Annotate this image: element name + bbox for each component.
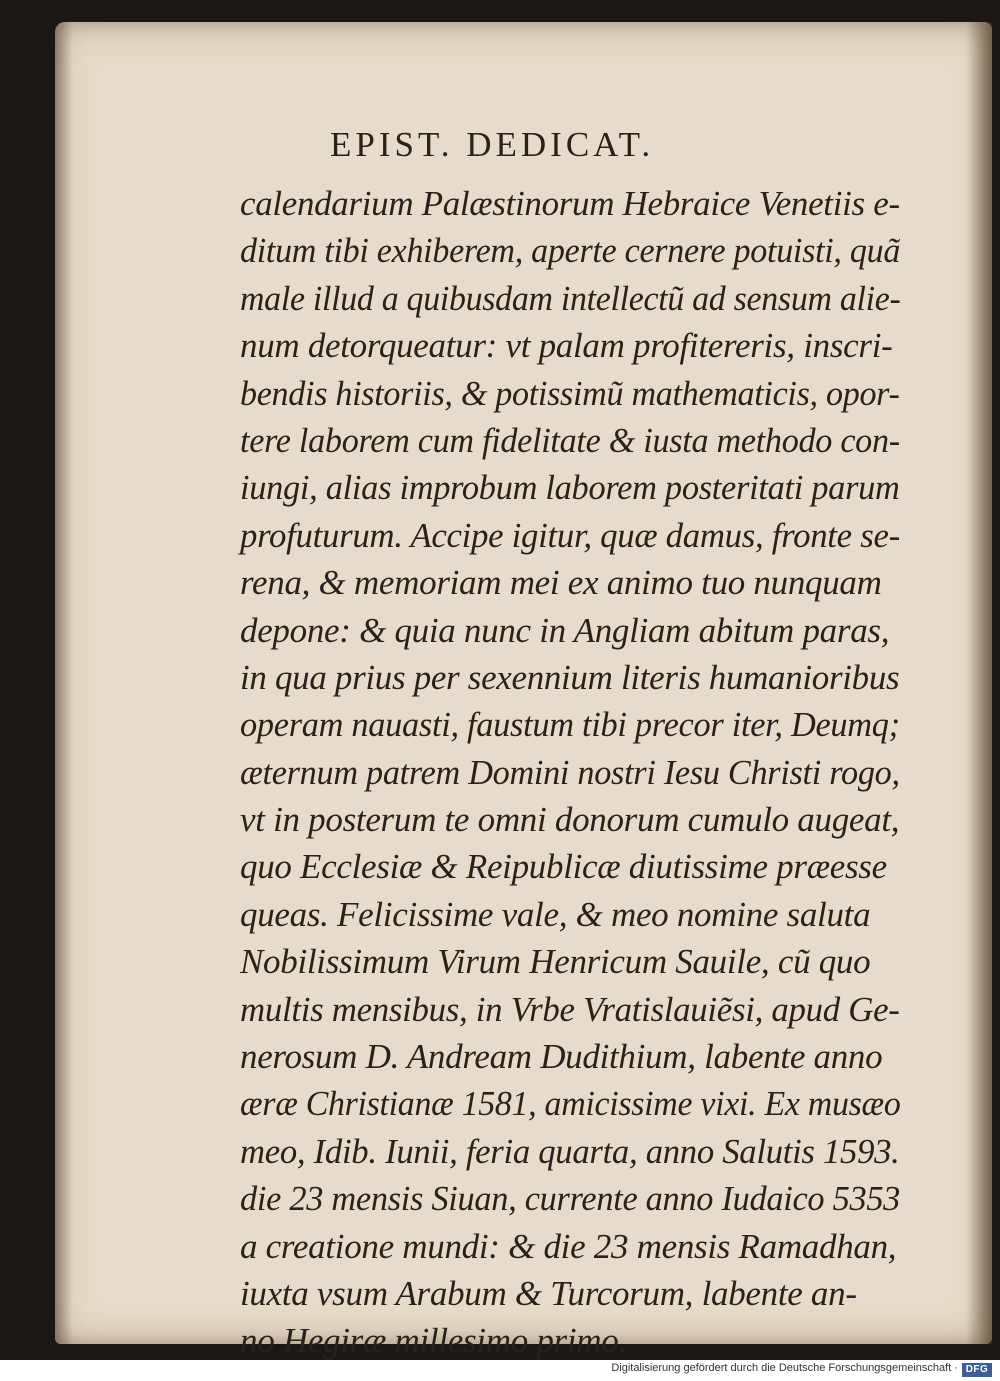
text-line: ditum tibi exhiberem, aperte cernere potuisti, quã [240,231,901,271]
text-line: meo, Idib. Iunii, feria quarta, anno Salutis 1593. [240,1131,900,1171]
text-line: profuturum. Accipe igitur, quæ damus, fronte se- [240,515,900,555]
text-line: æternum patrem Domini nostri Iesu Christi rogo, [240,752,900,792]
page-edge-shadow [966,22,992,1344]
page-gutter-shadow [55,22,73,1344]
text-line: a creatione mundi: & die 23 mensis Ramadhan, [240,1226,897,1266]
funding-credit: Digitalisierung gefördert durch die Deutsche Forschungsgemeinschaft · [611,1362,958,1374]
text-line: rena, & memoriam mei ex animo tuo nunquam [240,563,882,603]
text-line: quo Ecclesiæ & Reipublicæ diutissime præesse [240,847,887,887]
text-line: iungi, alias improbum laborem posteritati parum [240,468,900,508]
text-line: æræ Christianæ 1581, amicissime vixi. Ex musæo [240,1084,901,1124]
text-line: no Hegiræ millesimo primo. [240,1321,627,1361]
text-line: bendis historiis, & potissimũ mathematicis, opor- [240,373,900,413]
running-head: EPIST. DEDICAT. [330,125,655,164]
text-line: iuxta vsum Arabum & Turcorum, labente an- [240,1273,857,1313]
text-line: queas. Felicissime vale, & meo nomine saluta [240,894,871,934]
text-line: vt in posterum te omni donorum cumulo augeat, [240,800,900,840]
dfg-logo: DFG [962,1363,992,1377]
text-line: nerosum D. Andream Dudithium, labente anno [240,1037,883,1077]
text-line: Nobilissimum Virum Henricum Sauile, cũ quo [240,942,871,982]
body-text [240,180,900,1365]
text-line: multis mensibus, in Vrbe Vratislauiẽsi, apud Ge- [240,989,900,1029]
text-line: die 23 mensis Siuan, currente anno Iudaico 5353 [240,1179,901,1219]
text-line: in qua prius per sexennium literis humanioribus [240,657,900,697]
text-line: depone: & quia nunc in Angliam abitum paras, [240,610,890,650]
text-line: operam nauasti, faustum tibi precor iter, Deumq; [240,705,900,745]
footer-bar [0,1360,1000,1381]
text-line: male illud a quibusdam intellectũ ad sensum alie- [240,278,901,318]
text-line: calendarium Palæstinorum Hebraice Venetiis e- [240,184,900,223]
text-line: num detorqueatur: vt palam profitereris, inscri- [240,326,893,366]
text-line: tere laborem cum fidelitate & iusta methodo con- [240,420,900,460]
